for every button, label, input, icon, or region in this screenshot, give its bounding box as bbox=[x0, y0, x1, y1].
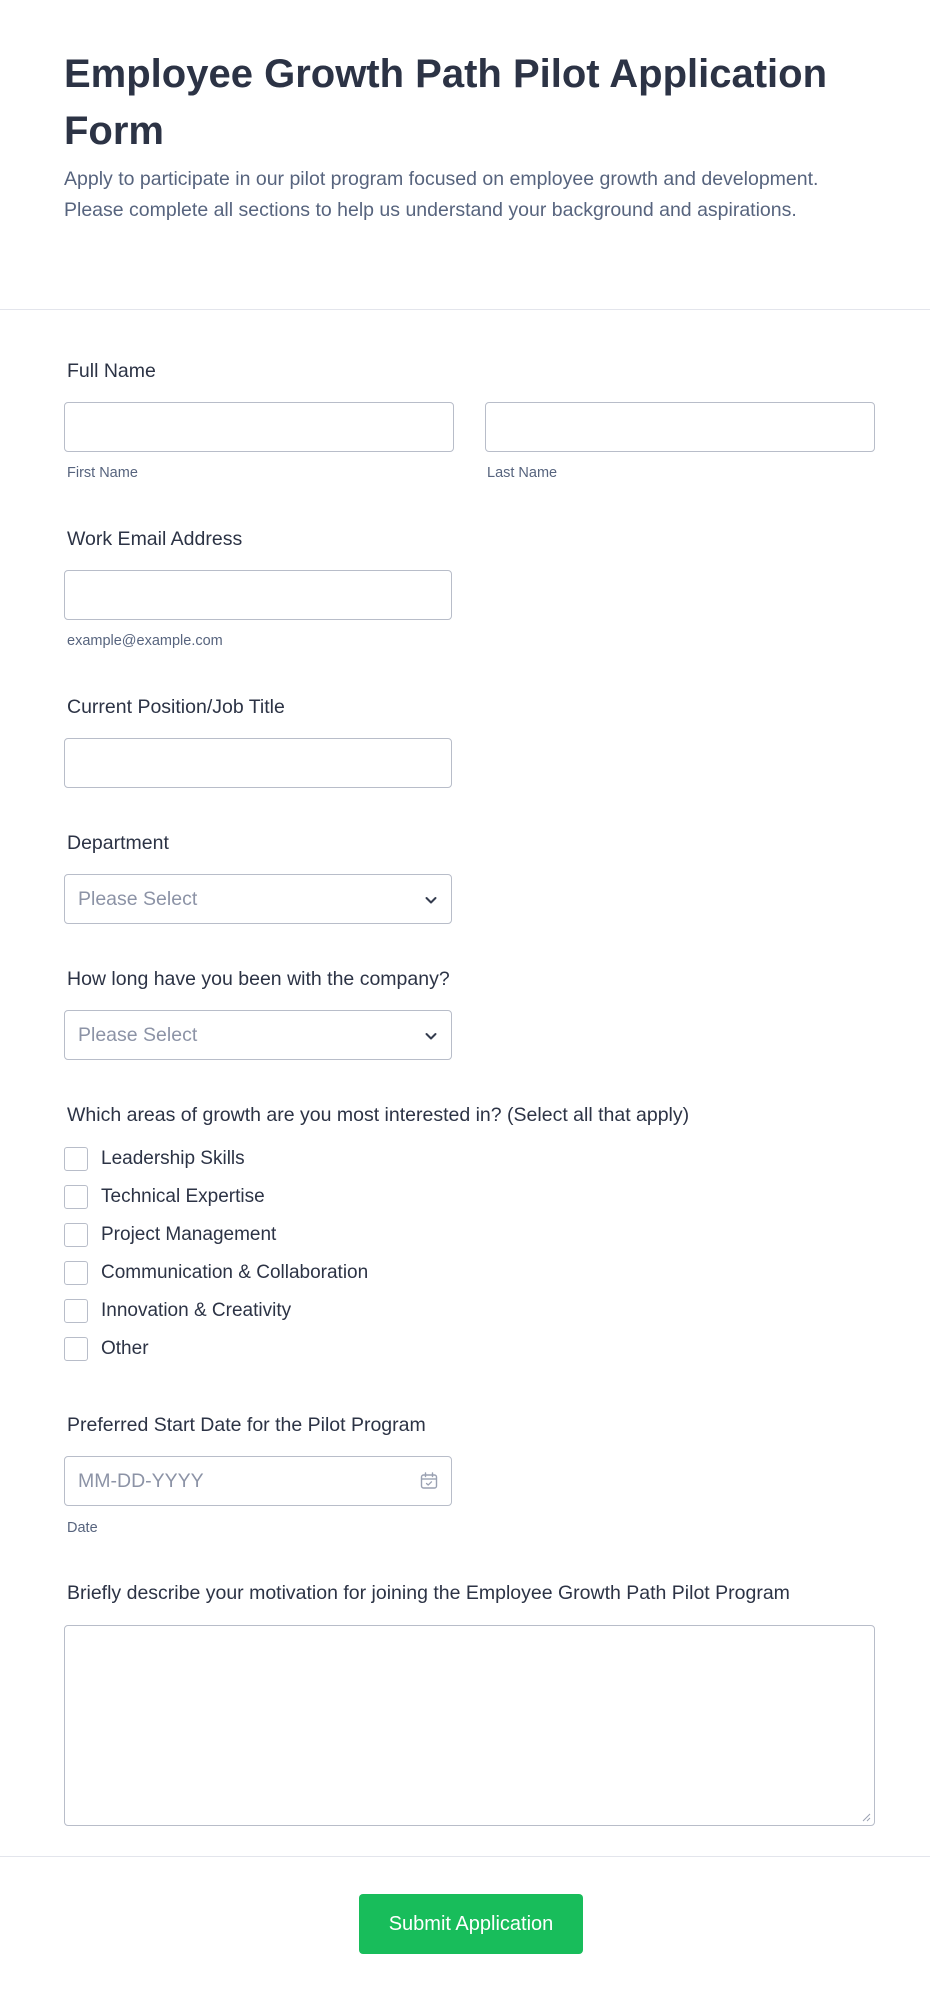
start-date-label: Preferred Start Date for the Pilot Program bbox=[67, 1414, 426, 1436]
date-sublabel: Date bbox=[67, 1520, 98, 1536]
checkbox[interactable] bbox=[64, 1147, 88, 1171]
chevron-down-icon bbox=[423, 892, 439, 908]
submit-button[interactable]: Submit Application bbox=[359, 1894, 583, 1954]
motivation-label: Briefly describe your motivation for joining the Employee Growth Path Pilot Program bbox=[67, 1582, 790, 1604]
tenure-select[interactable] bbox=[64, 1010, 452, 1060]
email-field[interactable] bbox=[64, 570, 452, 620]
checkbox[interactable] bbox=[64, 1261, 88, 1285]
last-name-sublabel: Last Name bbox=[487, 465, 558, 481]
first-name-sublabel: First Name bbox=[67, 465, 138, 481]
department-selected-value: Please Select bbox=[78, 888, 198, 910]
motivation-textarea[interactable] bbox=[64, 1625, 875, 1826]
date-placeholder: MM-DD-YYYY bbox=[78, 1470, 204, 1492]
checkbox[interactable] bbox=[64, 1337, 88, 1361]
department-select[interactable] bbox=[64, 874, 452, 924]
position-input[interactable] bbox=[64, 738, 452, 788]
form-header bbox=[0, 0, 930, 310]
checkbox-label[interactable]: Project Management bbox=[101, 1224, 277, 1245]
first-name-input[interactable] bbox=[64, 402, 454, 452]
checkbox-label[interactable]: Other bbox=[101, 1338, 149, 1359]
full-name-label: Full Name bbox=[67, 360, 156, 382]
checkbox[interactable] bbox=[64, 1185, 88, 1209]
department-label: Department bbox=[67, 832, 169, 854]
position-label: Current Position/Job Title bbox=[67, 696, 285, 718]
checkbox-label[interactable]: Technical Expertise bbox=[101, 1186, 265, 1207]
tenure-label: How long have you been with the company? bbox=[67, 968, 450, 990]
checkbox[interactable] bbox=[64, 1299, 88, 1323]
checkbox-label[interactable]: Leadership Skills bbox=[101, 1148, 245, 1169]
chevron-down-icon bbox=[423, 1028, 439, 1044]
growth-areas-label: Which areas of growth are you most interested in? (Select all that apply) bbox=[67, 1104, 690, 1126]
start-date-input[interactable] bbox=[64, 1456, 452, 1506]
last-name-input[interactable] bbox=[485, 402, 875, 452]
email-sublabel: example@example.com bbox=[67, 633, 223, 649]
page-description: Apply to participate in our pilot program focused on employee growth and development. Please complete all sections to help us understand your background and aspirations. bbox=[64, 168, 819, 221]
checkbox[interactable] bbox=[64, 1223, 88, 1247]
calendar-icon[interactable] bbox=[419, 1471, 439, 1491]
checkbox-label[interactable]: Innovation & Creativity bbox=[101, 1300, 292, 1321]
tenure-selected-value: Please Select bbox=[78, 1024, 198, 1046]
page-title: Employee Growth Path Pilot Application Form bbox=[64, 52, 828, 153]
email-label: Work Email Address bbox=[67, 528, 243, 550]
resize-handle-icon[interactable] bbox=[861, 1812, 871, 1822]
footer-divider bbox=[0, 1856, 930, 1857]
checkbox-label[interactable]: Communication & Collaboration bbox=[101, 1262, 369, 1283]
